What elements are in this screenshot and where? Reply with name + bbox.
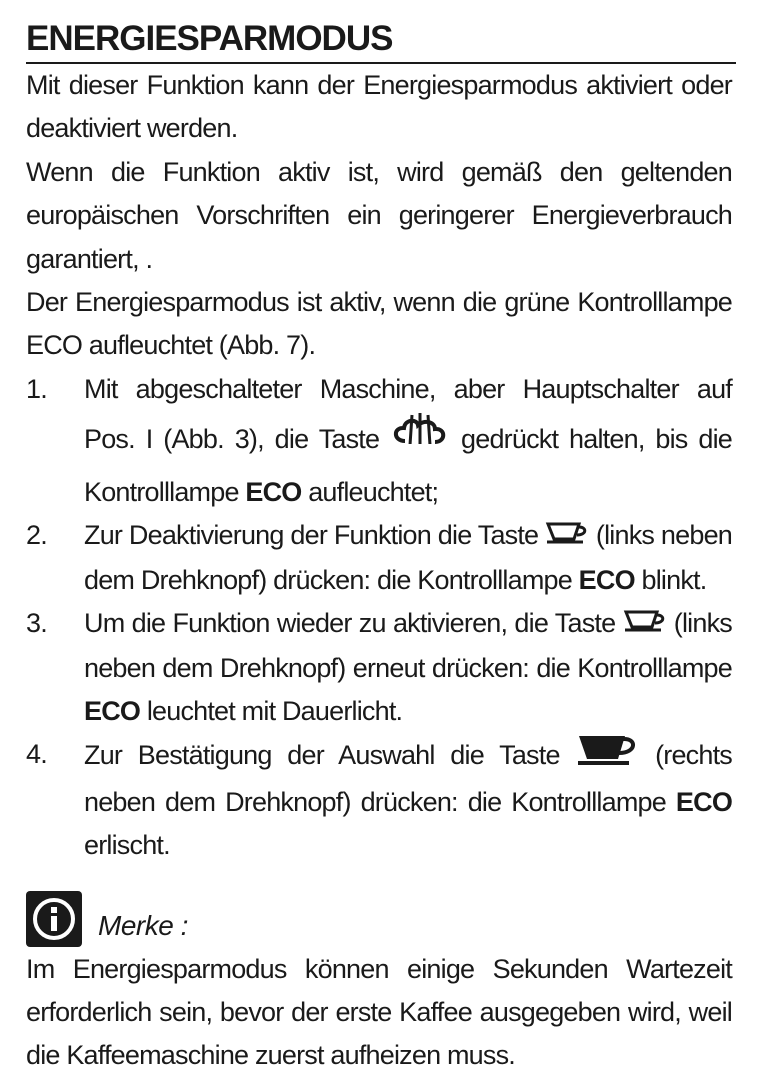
- steps-list: [26, 368, 732, 868]
- steam-icon: [390, 411, 450, 470]
- step-number: 2.: [26, 520, 47, 551]
- step-4: [26, 733, 732, 867]
- step-text: Zur Deaktivierung der Funktion die Taste (links neben dem Drehknopf) drücken: die Kontrolllampe ECO blinkt.: [84, 514, 732, 602]
- step-text: Um die Funktion wieder zu aktivieren, die Taste (links neben dem Drehknopf) erneut drücken: die Kontrolllampe ECO leuchtet mit Dauerlicht.: [84, 602, 732, 733]
- step-text: Zur Bestätigung der Auswahl die Taste (rechts neben dem Drehknopf) drücken: die Kontrolllampe ECO erlischt.: [84, 733, 732, 867]
- step-text: Mit abgeschalteter Maschine, aber Hauptschalter auf Pos. I (Abb. 3), die Taste gedrückt halten, bis die Kontrolllampe ECO aufleuchtet;: [84, 373, 733, 507]
- step-number: 3.: [26, 608, 47, 639]
- step-1: [26, 368, 732, 514]
- intro-paragraph-1: Mit dieser Funktion kann der Energiesparmodus aktiviert oder deaktiviert werden.: [26, 70, 732, 144]
- step-number: 4.: [26, 739, 47, 770]
- note-label: Merke :: [98, 909, 188, 941]
- note-text: Im Energiesparmodus können einige Sekunden Wartezeit erforderlich sein, bevor der erste Kaffee ausgegeben wird, weil die Kaffeemaschine zuerst aufheizen muss.: [26, 953, 732, 1071]
- large-cup-icon: [575, 733, 639, 780]
- info-icon: [26, 891, 82, 947]
- step-2: [26, 514, 732, 602]
- note-header: [26, 890, 732, 948]
- section-title: ENERGIESPARMODUS: [26, 18, 736, 64]
- step-3: [26, 602, 732, 733]
- small-cup-icon: [623, 603, 667, 646]
- step-number: 1.: [26, 373, 47, 404]
- intro-paragraph-2: Wenn die Funktion aktiv ist, wird gemäß den geltenden europäischen Vorschriften ein geringerer Energieverbrauch garantiert, .: [26, 156, 732, 274]
- small-cup-icon: [545, 515, 589, 558]
- intro-paragraph-3: Der Energiesparmodus ist aktiv, wenn die grüne Kontrolllampe ECO aufleuchtet (Abb. 7).: [26, 287, 732, 361]
